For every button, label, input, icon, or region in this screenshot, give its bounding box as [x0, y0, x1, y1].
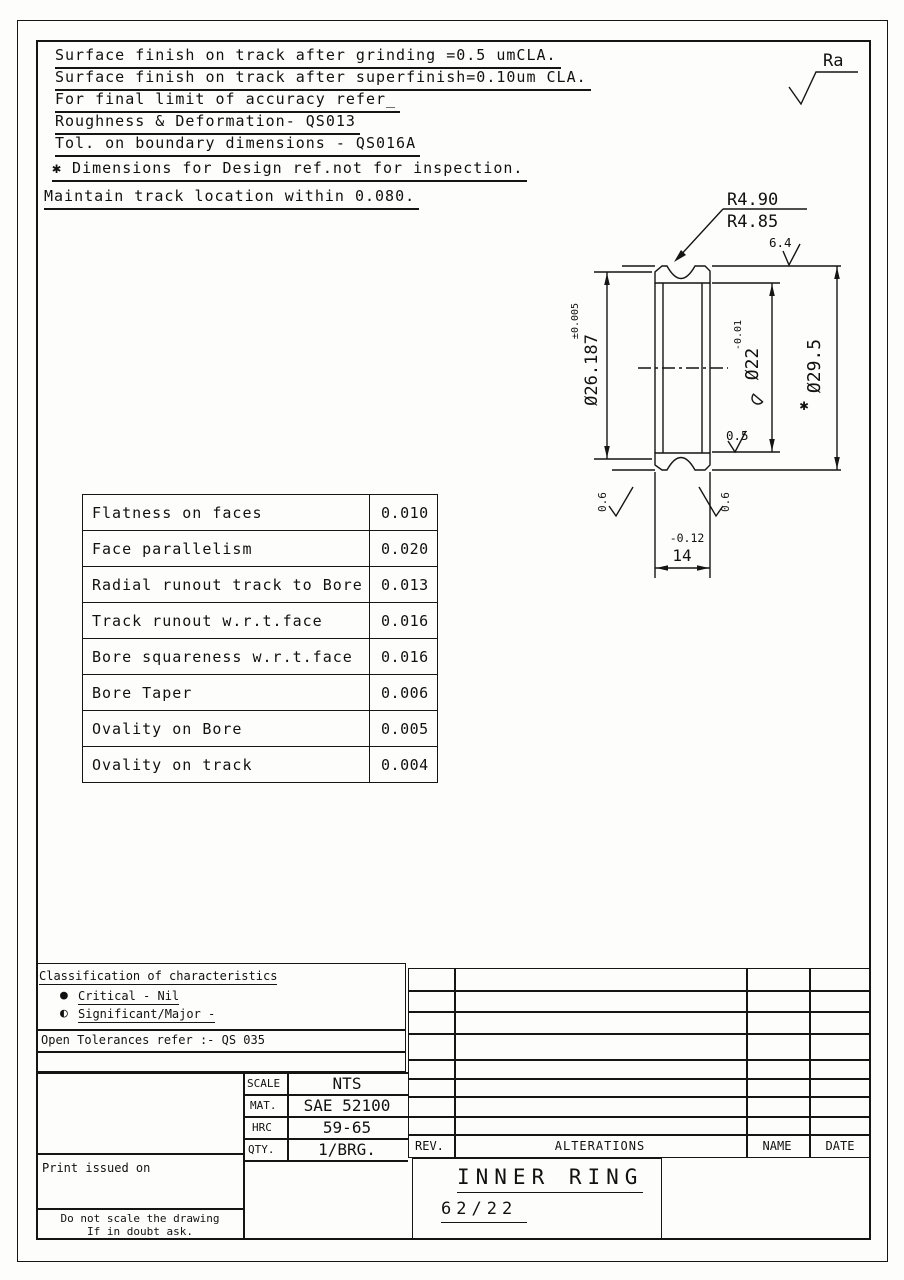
radius-upper-label: R4.90 [727, 190, 779, 210]
qty-value: 1/BRG. [318, 1140, 376, 1159]
width-label: 14 [672, 546, 692, 565]
hrc-label: HRC [252, 1121, 272, 1134]
tolerance-value: 0.004 [369, 747, 437, 783]
face-finish-left-label: 0.6 [596, 492, 609, 512]
note-line: Maintain track location within 0.080. [44, 187, 419, 210]
tolerance-label: Flatness on faces [83, 495, 370, 531]
track-dia-label: Ø26.187 [582, 334, 602, 406]
alterations-header: ALTERATIONS [554, 1139, 646, 1153]
tolerance-value: 0.016 [369, 603, 437, 639]
table-row [83, 567, 438, 603]
scale-label: SCALE [247, 1077, 281, 1090]
tolerance-value: 0.005 [369, 711, 437, 747]
revision-table [408, 968, 871, 1158]
note-line: Surface finish on track after grinding =0.5 umCLA. [55, 46, 561, 69]
tolerance-value: 0.006 [369, 675, 437, 711]
ra-roughness-symbol [780, 40, 872, 112]
table-row [83, 639, 438, 675]
table-row [83, 747, 438, 783]
open-tolerances-note: Open Tolerances refer :- QS 035 [41, 1033, 265, 1047]
note-line: ✱ Dimensions for Design ref.not for inspection. [52, 159, 527, 182]
table-row [83, 531, 438, 567]
tolerance-value: 0.020 [369, 531, 437, 567]
radius-callout [674, 190, 807, 262]
track-tol-label: ±0.005 [570, 302, 581, 340]
od-finish-label: 6.4 [769, 235, 792, 250]
do-not-scale-line1: Do not scale the drawing [60, 1212, 220, 1225]
tolerance-table [82, 494, 438, 783]
mat-label: MAT. [250, 1099, 277, 1112]
tolerance-label: Bore squareness w.r.t.face [83, 639, 370, 675]
bore-tol-label: -0.01 [733, 319, 744, 351]
significant-icon: ◐ [60, 1006, 68, 1021]
finish-check-icon [609, 487, 633, 516]
bore-finish-callout [726, 428, 749, 452]
tolerance-label: Track runout w.r.t.face [83, 603, 370, 639]
table-row [83, 675, 438, 711]
critical-label: Critical - Nil [78, 989, 180, 1003]
tolerance-label: Ovality on track [83, 747, 370, 783]
classification-title: Classification of characteristics [39, 969, 278, 983]
tolerance-label: Ovality on Bore [83, 711, 370, 747]
empty-strip-box [36, 1052, 406, 1072]
tolerance-label: Bore Taper [83, 675, 370, 711]
face-finish-right-label: 0.6 [719, 492, 732, 512]
tolerance-label: Face parallelism [83, 531, 370, 567]
table-row [83, 711, 438, 747]
part-number: 62/22 [441, 1199, 527, 1223]
width-dimension [655, 472, 710, 578]
width-tol-label: -0.12 [669, 531, 705, 545]
tolerance-value: 0.010 [369, 495, 437, 531]
face-finish-left [596, 487, 633, 516]
significant-characteristic-icon [750, 390, 767, 407]
bore-finish-label: 0.5 [726, 428, 749, 443]
scale-value: NTS [332, 1074, 362, 1093]
roughness-check-icon [789, 72, 858, 104]
mat-value: SAE 52100 [303, 1096, 391, 1115]
od-dia-label: Ø29.5 [804, 338, 825, 394]
table-row [83, 495, 438, 531]
note-line: For final limit of accuracy refer_ [55, 90, 400, 113]
ra-label: Ra [823, 51, 844, 71]
part-name: INNER RING [457, 1165, 643, 1193]
part-section-view [555, 178, 887, 593]
rev-header: REV. [415, 1139, 444, 1153]
significant-label: Significant/Major - [78, 1007, 216, 1021]
print-issued-label: Print issued on [42, 1161, 151, 1175]
critical-icon: ● [60, 988, 68, 1003]
part-title-box [412, 1158, 662, 1240]
note-line: Tol. on boundary dimensions - QS016A [55, 134, 420, 157]
note-line: Roughness & Deformation- QS013 [55, 112, 360, 135]
tolerance-label: Radial runout track to Bore [83, 567, 370, 603]
name-header: NAME [762, 1139, 792, 1153]
date-header: DATE [825, 1139, 855, 1153]
track-diameter-dimension [570, 272, 652, 459]
radius-lower-label: R4.85 [727, 212, 779, 232]
bore-dia-label: Ø22 [742, 347, 763, 381]
note-line: Surface finish on track after superfinish=0.10um CLA. [55, 68, 591, 91]
face-finish-right [699, 487, 732, 516]
do-not-scale-line2: If in doubt ask. [87, 1225, 193, 1238]
qty-label: QTY. [248, 1143, 275, 1156]
table-row [83, 603, 438, 639]
od-finish-callout [769, 235, 800, 265]
tolerance-value: 0.013 [369, 567, 437, 603]
tolerance-value: 0.016 [369, 639, 437, 675]
od-ref-marker: ✱ [799, 396, 809, 414]
hrc-value: 59-65 [322, 1118, 372, 1137]
